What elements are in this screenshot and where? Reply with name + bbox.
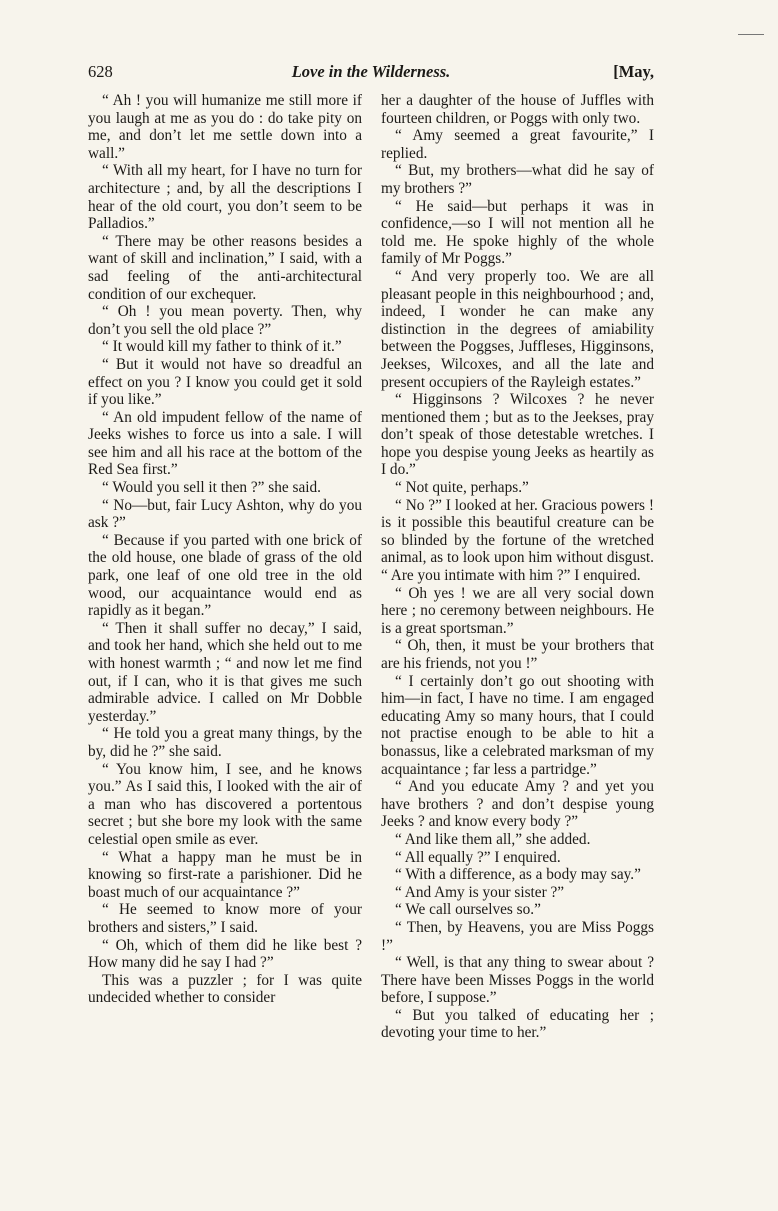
paragraph: “ Higginsons ? Wilcoxes ? he never mentioned them ; but as to the Jeekses, pray don’t speak of those detestable wretches. I hope you despise young Jeeks as heartily as I do.”: [381, 391, 654, 479]
page-edge-mark: [738, 34, 764, 35]
running-month: [May,: [613, 62, 654, 81]
running-head: [88, 62, 654, 86]
paragraph: “ All equally ?” I enquired.: [395, 848, 561, 866]
paragraph: “ He said—but perhaps it was in confidence,—so I will not mention all he told me. He spoke highly of the whole family of Mr Poggs.”: [381, 197, 654, 268]
paragraph: “ Amy seemed a great favourite,” I replied.: [381, 127, 654, 162]
paragraph: “ It would kill my father to think of it.”: [102, 338, 342, 356]
right-column: [381, 92, 654, 1042]
paragraph: “ Then, by Heavens, you are Miss Poggs !”: [381, 918, 654, 954]
running-title: Love in the Wilderness.: [291, 62, 451, 81]
paragraph: “ What a happy man he must be in knowing so first-rate a parishioner. Did he boast much of our acquaintance ?”: [88, 848, 362, 901]
paragraph: “ Oh, which of them did he like best ? How many did he say I had ?”: [88, 936, 362, 972]
paragraph: “ And Amy is your sister ?”: [395, 883, 565, 901]
paragraph: “ Oh, then, it must be your brothers that are his friends, not you !”: [381, 637, 654, 672]
paragraph: “ Oh yes ! we are all very social down here ; no ceremony between neighbours. He is a great sportsman.”: [381, 584, 654, 637]
paragraph: This was a puzzler ; for I was quite undecided whether to consider: [88, 971, 362, 1007]
paragraph: “ He told you a great many things, by the by, did he ?” she said.: [88, 725, 362, 760]
page-number: 628: [88, 62, 113, 81]
paragraph: “ No—but, fair Lucy Ashton, why do you ask ?”: [88, 496, 362, 532]
paragraph: “ But you talked of educating her ; devoting your time to her.”: [381, 1006, 654, 1042]
paragraph: “ Would you sell it then ?” she said.: [102, 479, 321, 497]
paragraph: “ You know him, I see, and he knows you.” As I said this, I looked with the air of a man who has discovered a portentous secret ; but she bore my look with the same celestial open smile as ever.: [88, 760, 362, 848]
paragraph: “ No ?” I looked at her. Gracious powers ! is it possible this beautiful creature can be so blinded by the fortune of the wretched animal, as to look upon him without disgust. “ Are you intimate with him ?” I enquired.: [381, 496, 654, 585]
paragraph: “ We call ourselves so.”: [395, 901, 541, 919]
paragraph: “ And like them all,” she added.: [395, 830, 591, 848]
paragraph: “ I certainly don’t go out shooting with him—in fact, I have no time. I am engaged educating Amy so many hours, that I could not practise enough to be able to hit a bonassus, like a celebrated marksman of my acquaintance ; far less a partridge.”: [381, 672, 654, 778]
paragraph: “ There may be other reasons besides a want of skill and inclination,” I said, with a sad feeling of the anti-architectural condition of our exchequer.: [88, 232, 362, 303]
paragraph: “ With a difference, as a body may say.”: [395, 866, 641, 884]
paragraph: “ But it would not have so dreadful an effect on you ? I know you could get it sold if you like.”: [88, 355, 362, 409]
paragraph-continued: her a daughter of the house of Juffles with fourteen children, or Poggs with only two.: [381, 92, 654, 127]
paragraph: “ But, my brothers—what did he say of my brothers ?”: [381, 162, 654, 197]
paragraph: “ An old impudent fellow of the name of Jeeks wishes to force us into a sale. I will see him and all his race at the bottom of the Red Sea first.”: [88, 408, 362, 479]
left-column: [88, 92, 362, 1007]
paragraph: “ Ah ! you will humanize me still more if you laugh at me as you do : do take pity on me, and don’t let me settle down into a wall.”: [88, 92, 362, 162]
paragraph: “ And very properly too. We are all pleasant people in this neighbourhood ; and, indeed, I wonder he can make any distinction in the degrees of amiability between the Poggses, Juffleses, Higginsons, Jeekses, Wilcoxes, and all the late and present occupiers of the Rayleigh estates.”: [381, 267, 654, 391]
paragraph: “ Then it shall suffer no decay,” I said, and took her hand, which she held out to me with honest warmth ; “ and now let me find out, if I can, who it is that gives me such admirable advice. I called on Mr Dobble yesterday.”: [88, 619, 362, 725]
paragraph: “ With all my heart, for I have no turn for architecture ; and, by all the descriptions I hear of the old court, you don’t seem to be Palladios.”: [88, 162, 362, 233]
paragraph: “ Oh ! you mean poverty. Then, why don’t you sell the old place ?”: [88, 303, 362, 338]
paragraph: “ Because if you parted with one brick of the old house, one blade of grass of the old park, one leaf of one old tree in the old wood, our acquaintance would end as rapidly as it began.”: [88, 531, 362, 620]
paragraph: “ Well, is that any thing to swear about ? There have been Misses Poggs in the world before, I suppose.”: [381, 954, 654, 1007]
paragraph: “ He seemed to know more of your brothers and sisters,” I said.: [88, 901, 362, 936]
paragraph: “ Not quite, perhaps.”: [395, 479, 529, 497]
paragraph: “ And you educate Amy ? and yet you have brothers ? and don’t despise young Jeeks ? and know every body ?”: [381, 778, 654, 831]
